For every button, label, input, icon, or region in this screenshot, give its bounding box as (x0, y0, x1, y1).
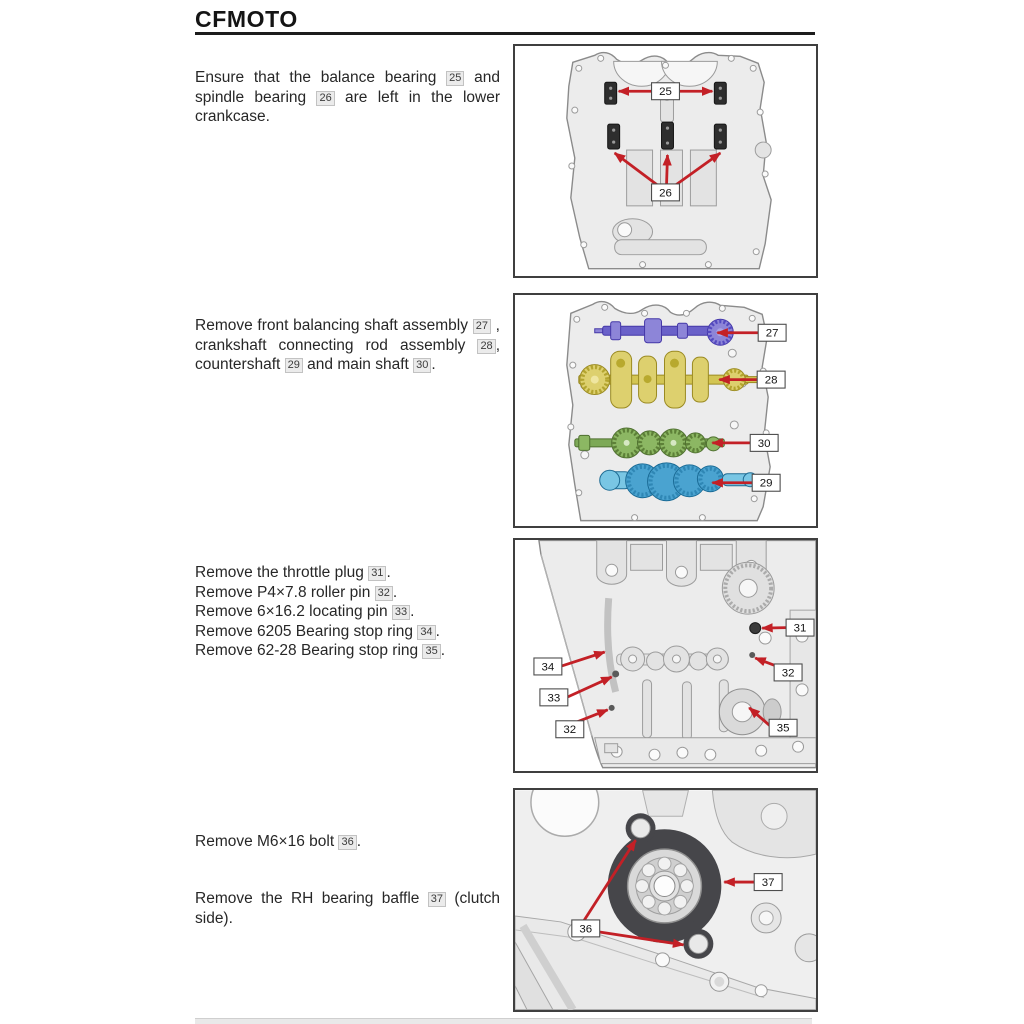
rh-bearing-baffle-illustration (515, 790, 816, 1010)
callout-label-26: 26 (659, 187, 672, 200)
callout-label-36: 36 (579, 923, 593, 936)
bearing (628, 849, 702, 923)
callout-label-32: 32 (563, 724, 577, 737)
instruction-remove-bolt: Remove M6×16 bolt 36 . (195, 833, 362, 850)
instruction-line: Remove P4×7.8 roller pin 32 . (195, 583, 398, 601)
part-ref-30: 30 (413, 358, 431, 373)
figure-shaft-assemblies (513, 293, 818, 528)
instruction-remove-shafts: Remove front balancing shaft assembly 27 , crankshaft connecting rod assembly 28 , countershaft 29 and main shaft 30 . (195, 317, 500, 374)
next-figure-top-edge (195, 1018, 812, 1024)
instruction-check-bearings: Ensure that the balance bearing 25 and spindle bearing 26 are left in the lower crankcase. (195, 69, 500, 126)
part-ref-31: 31 (368, 566, 386, 581)
pins-stop-rings-illustration (515, 540, 816, 771)
crankcase-bearings-illustration (515, 46, 816, 276)
callout-label-37: 37 (761, 877, 775, 890)
callout-label-35: 35 (776, 722, 790, 735)
callout-label-25: 25 (659, 86, 672, 99)
part-ref-33: 33 (392, 605, 410, 620)
part-ref-32: 32 (375, 586, 393, 601)
callout-label-30: 30 (757, 437, 771, 450)
part-ref-35: 35 (422, 644, 440, 659)
instruction-line: Remove the throttle plug 31 . (195, 564, 391, 581)
instruction-line: Remove 6×16.2 locating pin 33 . (195, 603, 415, 621)
callout-label-34: 34 (541, 661, 555, 674)
figure-pins-stop-rings (513, 538, 818, 773)
figure-lower-crankcase-bearings (513, 44, 818, 278)
callout-label-28: 28 (764, 374, 778, 387)
part-ref-34: 34 (417, 625, 435, 640)
brand-title: CFMOTO (195, 6, 298, 32)
part-ref-37: 37 (428, 892, 446, 907)
callout-label-27: 27 (765, 327, 779, 340)
part-ref-29: 29 (285, 358, 303, 373)
instruction-line: Remove 6205 Bearing stop ring 34 . (195, 622, 440, 640)
instruction-line: Remove 62-28 Bearing stop ring 35 . (195, 642, 446, 660)
figure-rh-bearing-baffle (513, 788, 818, 1012)
callout-label-31: 31 (793, 622, 807, 635)
part-ref-26: 26 (316, 91, 334, 106)
instruction-remove-pins (195, 563, 500, 661)
callout-label-33: 33 (547, 692, 561, 705)
callout-label-32: 32 (781, 667, 795, 680)
part-ref-27: 27 (473, 319, 491, 334)
header-rule (195, 32, 815, 35)
instruction-remove-baffle: Remove the RH bearing baffle 37 (clutch side). (195, 890, 501, 927)
part-ref-25: 25 (446, 71, 464, 86)
callout-label-29: 29 (759, 477, 773, 490)
shaft-assemblies-illustration (515, 295, 816, 526)
part-ref-36: 36 (338, 835, 356, 850)
part-ref-28: 28 (477, 339, 495, 354)
